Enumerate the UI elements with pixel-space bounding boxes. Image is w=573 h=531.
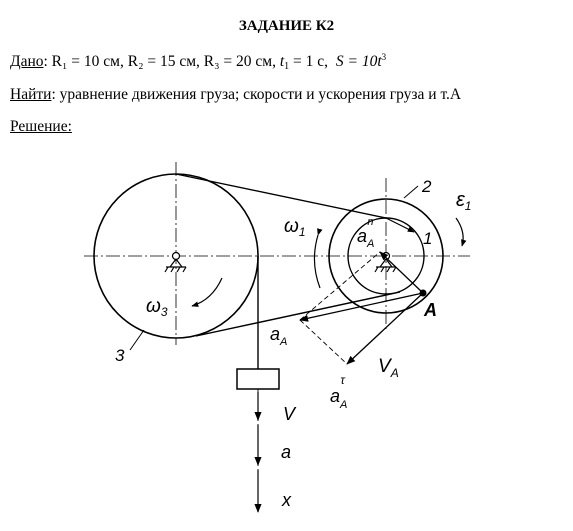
given-text: : R₁ = 10 см, R₂ = 15 см, R₃ = 20 см, [43, 53, 280, 70]
label-wheel-3: 3 [115, 346, 125, 365]
omega1-arc [314, 235, 320, 288]
normal-accel-arrow [380, 252, 423, 293]
label-epsilon1: $\varepsilon_1$ [456, 189, 472, 213]
label-radius-1: 1 [423, 229, 433, 248]
find-text: : уравнение движения груза; скорости и ускорения груза и т.А [51, 86, 462, 103]
leader-2 [404, 186, 418, 198]
t1-value: = 1 с, [289, 53, 332, 70]
t1-sub: 1 [284, 61, 290, 72]
task-title: ЗАДАНИЕ К2 [238, 18, 335, 34]
support-3 [165, 253, 186, 273]
omega3-arc [192, 278, 222, 306]
t1-name: t [279, 53, 285, 70]
label-x-axis: x [282, 490, 291, 510]
label-omega3: $\omega_3$ [146, 296, 168, 319]
center-lines [84, 162, 470, 345]
solution-label: Решение: [10, 118, 72, 135]
leader-3 [130, 330, 144, 350]
label-velocity-a: $V_A$ [378, 356, 399, 380]
find-label: Найти [10, 86, 52, 103]
given-label: Дано [10, 53, 44, 70]
belt-bottom [196, 292, 400, 336]
label-normal-accel: $a_An$ [357, 216, 375, 250]
label-load-velocity: V [283, 404, 296, 424]
belt-top [176, 174, 386, 218]
label-point-a: A [424, 300, 437, 320]
parallelogram-dashes [300, 252, 380, 364]
label-load-accel: a [281, 442, 292, 462]
label-tangential-accel: $a_A\tau$ [330, 373, 348, 411]
formula-power: 3 [381, 52, 387, 62]
epsilon1-arc [456, 218, 463, 246]
label-total-accel: $a_A$ [270, 324, 288, 348]
velocity-a-arrow [347, 293, 423, 364]
support-2 [375, 253, 396, 273]
formula-s: S = 10t [335, 53, 382, 70]
total-accel-arrow [300, 293, 423, 320]
label-omega1: $\omega_1$ [284, 216, 306, 239]
load [237, 369, 279, 389]
label-wheel-2: 2 [422, 177, 432, 196]
